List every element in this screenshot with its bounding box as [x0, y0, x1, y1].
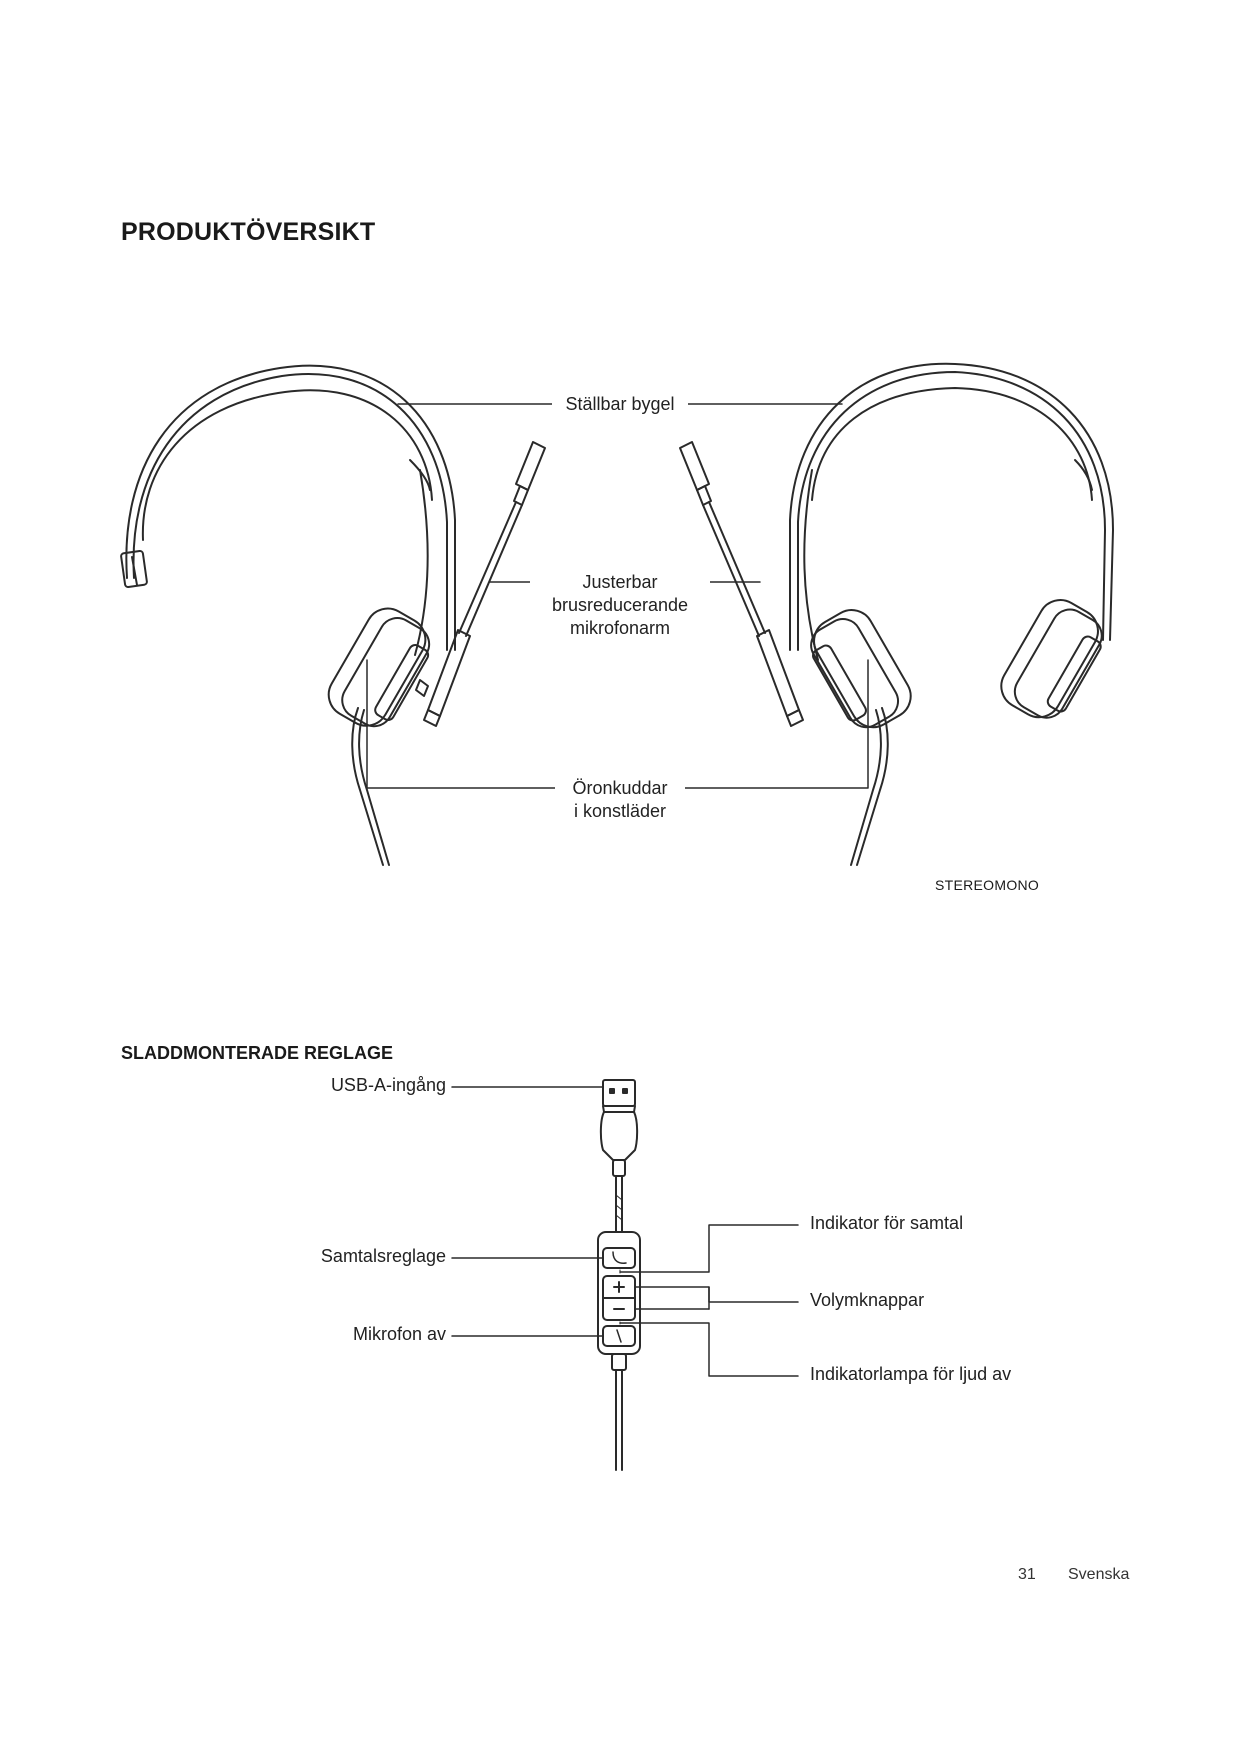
label-mic-mute: Mikrofon av — [250, 1323, 446, 1346]
variant-caption: STEREOMONO — [935, 877, 1040, 893]
label-mic-arm-line2: brusreducerande — [551, 595, 689, 615]
label-volume-buttons: Volymknappar — [810, 1290, 925, 1310]
label-usb-a: USB-A-ingång — [250, 1074, 446, 1097]
mono-headset-illustration — [121, 366, 545, 865]
page-number: 31 — [1018, 1566, 1036, 1583]
label-earpads — [555, 777, 685, 823]
label-call-indicator: Indikator för samtal — [810, 1213, 964, 1233]
label-mic-arm-line1: Justerbar — [582, 572, 658, 592]
inline-remote-illustration — [598, 1080, 640, 1470]
label-mic-arm-line3: mikrofonarm — [569, 618, 671, 638]
label-adjustable-headband: Ställbar bygel — [552, 393, 688, 416]
controls-section-title: SLADDMONTERADE REGLAGE — [121, 1043, 394, 1063]
label-mute-indicator: Indikatorlampa för ljud av — [810, 1364, 1012, 1384]
label-earpads-line2: i konstläder — [573, 801, 667, 821]
label-call-control: Samtalsreglage — [250, 1245, 446, 1268]
label-earpads-line1: Öronkuddar — [572, 778, 668, 798]
page-title: PRODUKTÖVERSIKT — [121, 218, 376, 246]
label-mic-arm — [530, 571, 710, 640]
footer-language: Svenska — [1068, 1566, 1130, 1583]
stereo-headset-illustration — [680, 364, 1113, 865]
